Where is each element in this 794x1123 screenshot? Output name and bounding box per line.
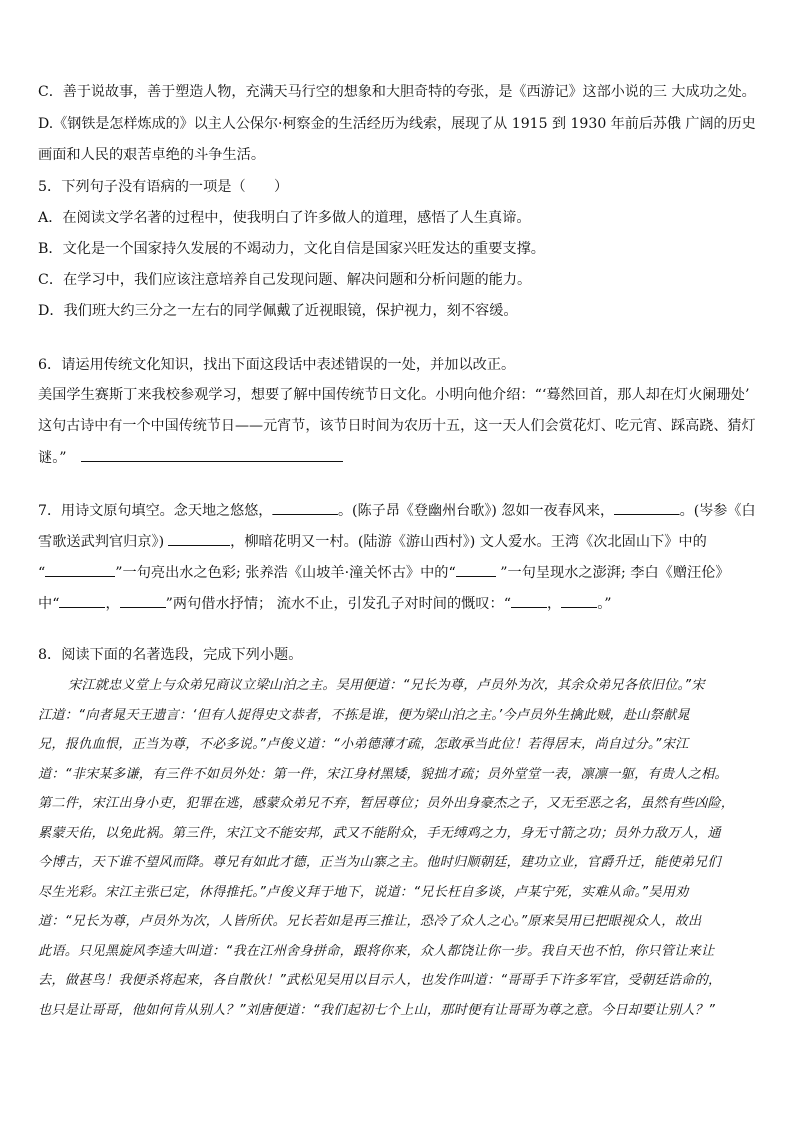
q7-blank-4[interactable] <box>45 562 115 577</box>
q7-text: 。(陈子昂《登幽州台歌》) 忽如一夜春风来， <box>337 503 615 519</box>
q7-line4 <box>38 593 612 614</box>
q5-option-c: C．在学习中，我们应该注意培养自己发现问题、解决问题和分析问题的能力。 <box>38 272 532 288</box>
q7-text: 雪歌送武判官归京》) <box>38 534 165 550</box>
q4-option-d-line1: D.《钢铁是怎样炼成的》以主人公保尔·柯察金的生活经历为线索，展现了从 1915 到 1930 年前后苏俄 广阔的历史 <box>38 116 756 132</box>
q8-stem: 8．阅读下面的名著选段，完成下列小题。 <box>38 647 303 663</box>
q6-para-line1: 美国学生赛斯丁来我校参观学习，想要了解中国传统节日文化。小明向他介绍：“‘蓦然回首，那人却在灯火阑珊处’ <box>38 387 750 403</box>
passage-line: 宋江就忠义堂上与众弟兄商议立梁山泊之主。吴用便道：“兄长为尊，卢员外为次，其余众弟兄各依旧位。”宋 <box>68 678 705 693</box>
q7-text: ”两句借水抒情； 流水不止，引发孔子对时间的慨叹：“ <box>165 596 511 612</box>
q7-text: ， <box>547 596 562 612</box>
q7-text: 中“ <box>38 596 60 612</box>
q7-blank-8[interactable] <box>511 593 547 608</box>
passage-line: 江道：“向者晁天王遗言：‘但有人捉得史文恭者，不拣是谁，便为梁山泊之主。’今卢员外生擒此贼，赴山祭献晁 <box>38 708 690 723</box>
passage-line: 累蒙天佑，以免此祸。第三件，宋江文不能安邦，武又不能附众，手无缚鸡之力，身无寸箭之功；员外力敌万人，通 <box>38 826 721 841</box>
q7-blank-1[interactable] <box>272 500 338 515</box>
q6-answer-blank[interactable] <box>81 447 343 462</box>
q5-option-a: A．在阅读文学名著的过程中，使我明白了许多做人的道理，感悟了人生真谛。 <box>38 210 531 226</box>
q5-option-b: B．文化是一个国家持久发展的不竭动力，文化自信是国家兴旺发达的重要支撑。 <box>38 241 545 257</box>
q7-blank-7[interactable] <box>120 593 166 608</box>
q6-para-line2: 这句古诗中有一个中国传统节日——元宵节，该节日时间为农历十五，这一天人们会赏花灯、吃元宵、踩高跷、猜灯 <box>38 418 756 434</box>
passage-line: 道：“兄长为尊，卢员外为次，人皆所伏。兄长若如是再三推让，恐冷了众人之心。”原来吴用已把眼视众人，故出 <box>38 914 702 929</box>
q7-text: 7．用诗文原句填空。念天地之悠悠， <box>38 503 273 519</box>
q4-option-c: C．善于说故事，善于塑造人物，充满天马行空的想象和大胆奇特的夸张，是《西游记》这部小说的三 大成功之处。 <box>38 84 756 100</box>
q7-text: ， <box>105 596 120 612</box>
passage-line: 第二件，宋江出身小吏，犯罪在逃，感蒙众弟兄不弃，暂居尊位；员外出身豪杰之子，又无至恶之名，虽然有些凶险， <box>38 796 735 811</box>
q6-para-end: 谜。” <box>38 450 67 466</box>
q7-text: 。” <box>597 596 612 612</box>
q7-blank-9[interactable] <box>561 593 597 608</box>
q6-stem: 6．请运用传统文化知识，找出下面这段话中表述错误的一处，并加以改正。 <box>38 357 516 373</box>
passage-line: 尽生光彩。宋江主张已定，休得推托。”卢俊义拜于地下，说道：“兄长枉自多谈，卢某宁死，实难从命。”吴用劝 <box>38 885 689 900</box>
passage-line: 道：“非宋某多谦，有三件不如员外处：第一件，宋江身材黑矮，貌拙才疏；员外堂堂一表，凛凛一躯，有贵人之相。 <box>38 767 728 782</box>
q7-blank-2[interactable] <box>614 500 680 515</box>
passage-line: 也只是让哥哥，他如何肯从别人？”刘唐便道：“我们起初七个上山，那时便有让哥哥为尊之意。今日却要让别人？” <box>38 1003 716 1018</box>
q7-line3 <box>38 562 730 583</box>
q7-blank-5[interactable] <box>456 562 496 577</box>
q7-line2 <box>38 531 707 552</box>
q5-option-d: D．我们班大约三分之一左右的同学佩戴了近视眼镜，保护视力，刻不容缓。 <box>38 303 518 319</box>
q7-line1 <box>38 500 756 521</box>
passage-line: 兄，报仇血恨，正当为尊，不必多说。”卢俊义道：“小弟德薄才疏，怎敢承当此位！若得居末，尚自过分。”宋江 <box>38 737 689 752</box>
passage-line: 去，做甚鸟！我便杀将起来，各自散伙！”武松见吴用以目示人，也发作叫道：“哥哥手下许多军官，受朝廷诰命的， <box>38 973 722 988</box>
q7-text: “ <box>38 565 46 581</box>
q7-text: ”一句亮出水之色彩; 张养浩《山坡羊·潼关怀古》中的“ <box>115 565 456 581</box>
q7-text: ，柳暗花明又一村。(陆游《游山西村》) 文人爱水。王湾《次北固山下》中的 <box>230 534 707 550</box>
q7-text: ”一句呈现水之澎湃; 李白《赠汪伦》 <box>495 565 730 581</box>
q7-blank-3[interactable] <box>168 531 230 546</box>
passage-line: 此语。只见黑旋风李逵大叫道：“我在江州舍身拼命，跟将你来，众人都饶让你一步。我自天也不怕，你只管让来让 <box>38 944 715 959</box>
q4-option-d-line2: 画面和人民的艰苦卓绝的斗争生活。 <box>38 147 266 163</box>
passage-line: 今博古，天下谁不望风而降。尊兄有如此才德，正当为山寨之主。他时归顺朝廷，建功立业，官爵升迁，能使弟兄们 <box>38 855 721 870</box>
q7-text: 。(岑参《白 <box>679 503 756 519</box>
q5-stem: 5．下列句子没有语病的一项是（ ） <box>38 179 289 195</box>
q7-blank-6[interactable] <box>59 593 105 608</box>
q6-para-line3 <box>38 447 343 468</box>
